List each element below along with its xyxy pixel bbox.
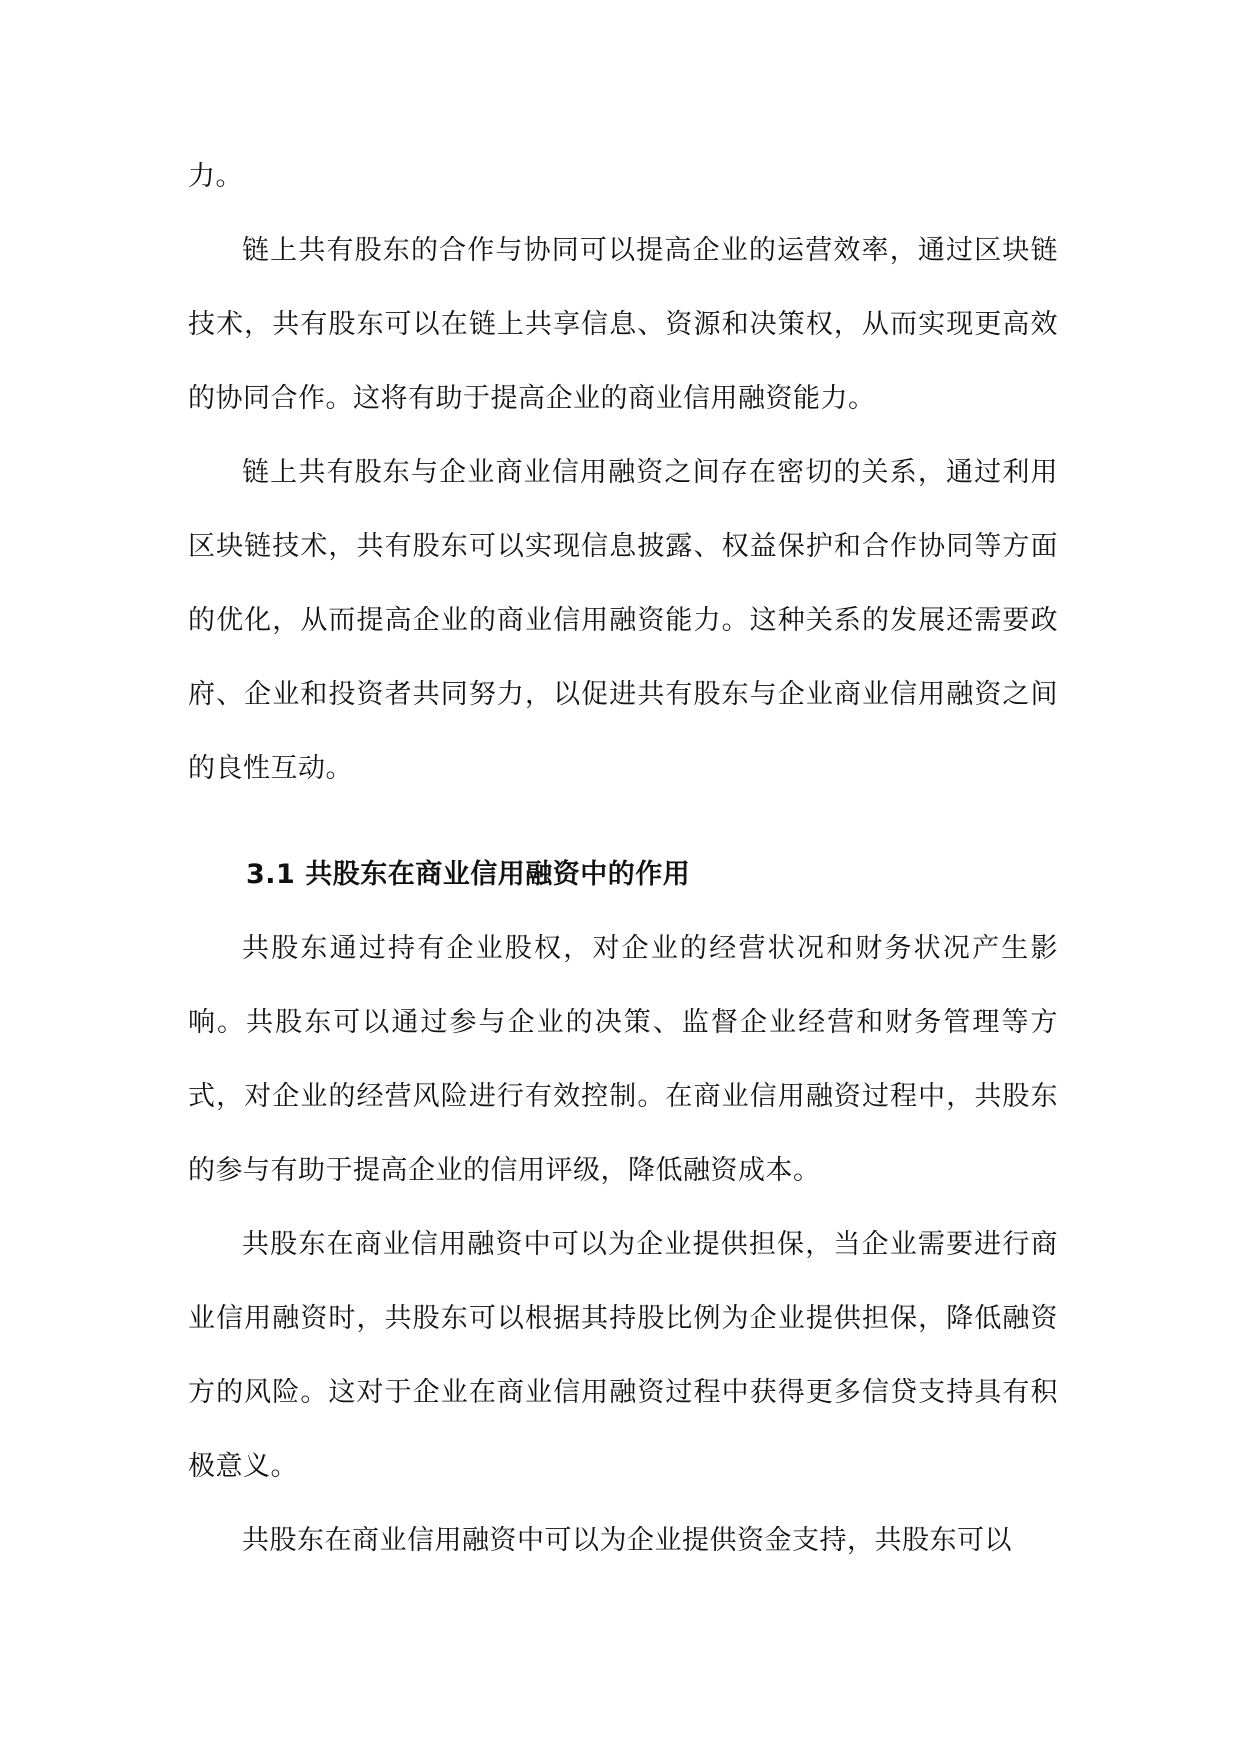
section-heading: 3.1 共股东在商业信用融资中的作用 xyxy=(246,859,691,890)
paragraph-blockchain-relationship: 链上共有股东与企业商业信用融资之间存在密切的关系，通过利用区块链技术，共有股东可以实现信息披露、权益保护和合作协同等方面的优化，从而提高企业的商业信用融资能力。这种关系的发展还需要政府、企业和投资者共同努力，以促进共有股东与企业商业信用融资之间的良性互动。 xyxy=(188,457,1058,784)
paragraph-shareholder-influence: 共股东通过持有企业股权，对企业的经营状况和财务状况产生影响。共股东可以通过参与企业的决策、监督企业经营和财务管理等方式，对企业的经营风险进行有效控制。在商业信用融资过程中，共股东的参与有助于提高企业的信用评级，降低融资成本。 xyxy=(188,933,1058,1186)
paragraph-blockchain-cooperation: 链上共有股东的合作与协同可以提高企业的运营效率，通过区块链技术，共有股东可以在链上共享信息、资源和决策权，从而实现更高效的协同合作。这将有助于提高企业的商业信用融资能力。 xyxy=(188,235,1058,414)
document-body xyxy=(188,140,1058,1578)
paragraph-shareholder-guarantee: 共股东在商业信用融资中可以为企业提供担保，当企业需要进行商业信用融资时，共股东可以根据其持股比例为企业提供担保，降低融资方的风险。这对于企业在商业信用融资过程中获得更多信贷支持具有积极意义。 xyxy=(188,1229,1058,1482)
paragraph-continuation: 力。 xyxy=(188,161,243,192)
paragraph-shareholder-funding: 共股东在商业信用融资中可以为企业提供资金支持，共股东可以 xyxy=(242,1525,1012,1556)
